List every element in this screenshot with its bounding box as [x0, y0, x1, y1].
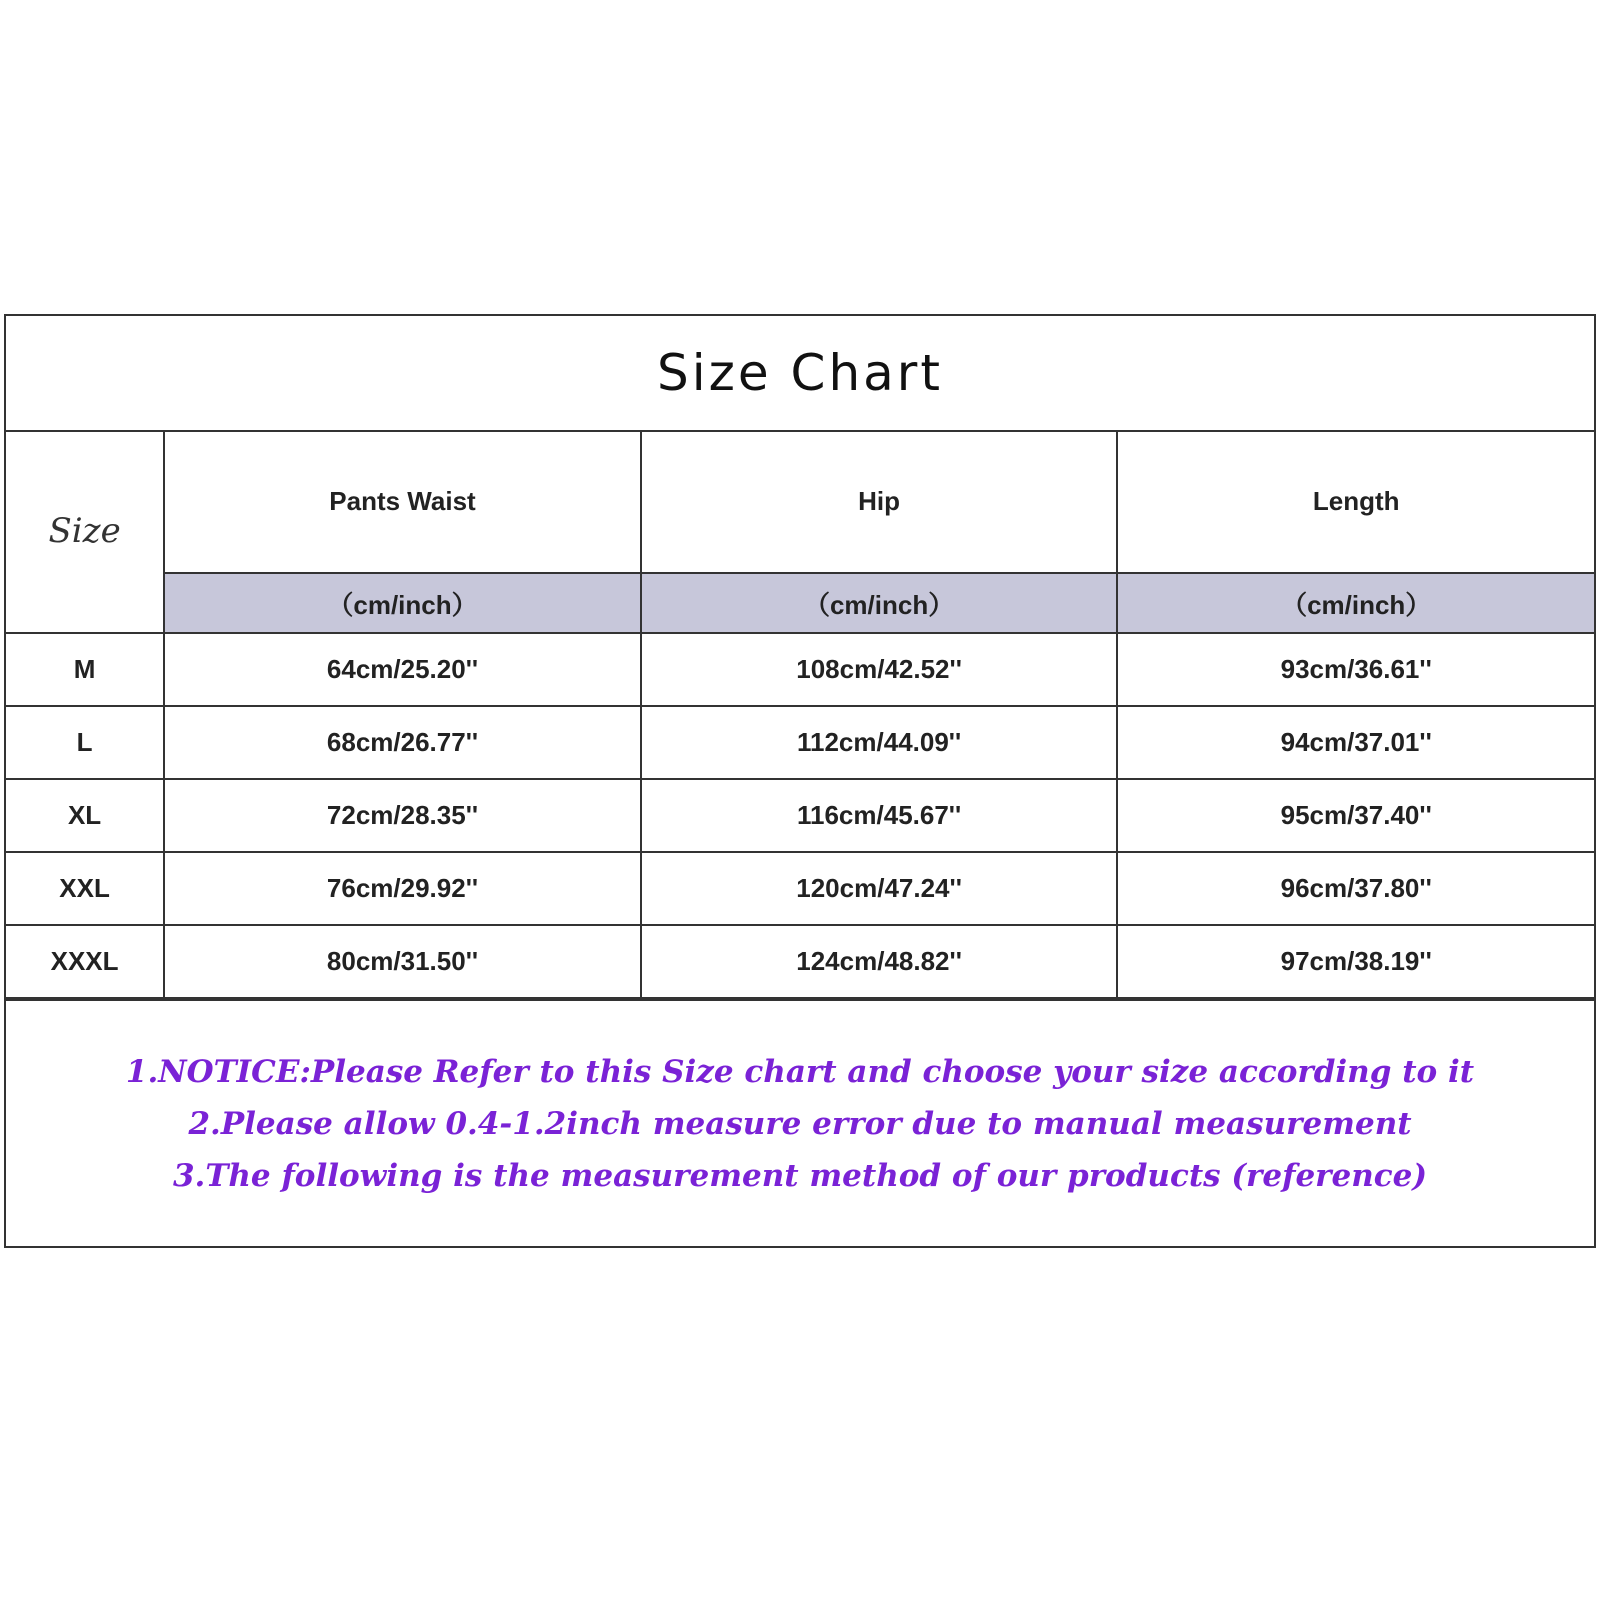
size-label: M [6, 633, 164, 706]
length-value: 94cm/37.01'' [1117, 706, 1594, 779]
hip-value: 120cm/47.24'' [641, 852, 1118, 925]
size-chart [4, 314, 1596, 1248]
pants-waist-value: 72cm/28.35'' [164, 779, 641, 852]
chart-title: Size Chart [657, 344, 943, 402]
pants-waist-value: 76cm/29.92'' [164, 852, 641, 925]
note-line: 1.NOTICE:Please Refer to this Size chart and choose your size according to it [125, 1053, 1475, 1090]
table-row [6, 925, 1594, 998]
length-value: 93cm/36.61'' [1117, 633, 1594, 706]
column-header-pants-waist: Pants Waist [164, 430, 641, 573]
table-row [6, 852, 1594, 925]
column-header-length: Length [1117, 430, 1594, 573]
table-row [6, 633, 1594, 706]
pants-waist-value: 64cm/25.20'' [164, 633, 641, 706]
pants-waist-value: 68cm/26.77'' [164, 706, 641, 779]
size-label: XXXL [6, 925, 164, 998]
unit-label: （cm/inch） [1117, 573, 1594, 633]
hip-value: 124cm/48.82'' [641, 925, 1118, 998]
notes-section [6, 999, 1594, 1246]
length-value: 96cm/37.80'' [1117, 852, 1594, 925]
unit-row [6, 573, 1594, 633]
size-label: XL [6, 779, 164, 852]
table-row [6, 706, 1594, 779]
table-row [6, 779, 1594, 852]
unit-label: （cm/inch） [164, 573, 641, 633]
hip-value: 116cm/45.67'' [641, 779, 1118, 852]
hip-value: 108cm/42.52'' [641, 633, 1118, 706]
note-line: 2.Please allow 0.4-1.2inch measure error due to manual measurement [188, 1105, 1412, 1142]
length-value: 97cm/38.19'' [1117, 925, 1594, 998]
header-row [6, 430, 1594, 573]
length-value: 95cm/37.40'' [1117, 779, 1594, 852]
column-header-hip: Hip [641, 430, 1118, 573]
hip-value: 112cm/44.09'' [641, 706, 1118, 779]
title-row [6, 316, 1594, 432]
pants-waist-value: 80cm/31.50'' [164, 925, 641, 998]
size-table [6, 430, 1594, 999]
size-column-header: Size [6, 430, 164, 633]
unit-label: （cm/inch） [641, 573, 1118, 633]
note-line: 3.The following is the measurement method of our products (reference) [172, 1157, 1428, 1194]
size-label: L [6, 706, 164, 779]
size-label: XXL [6, 852, 164, 925]
